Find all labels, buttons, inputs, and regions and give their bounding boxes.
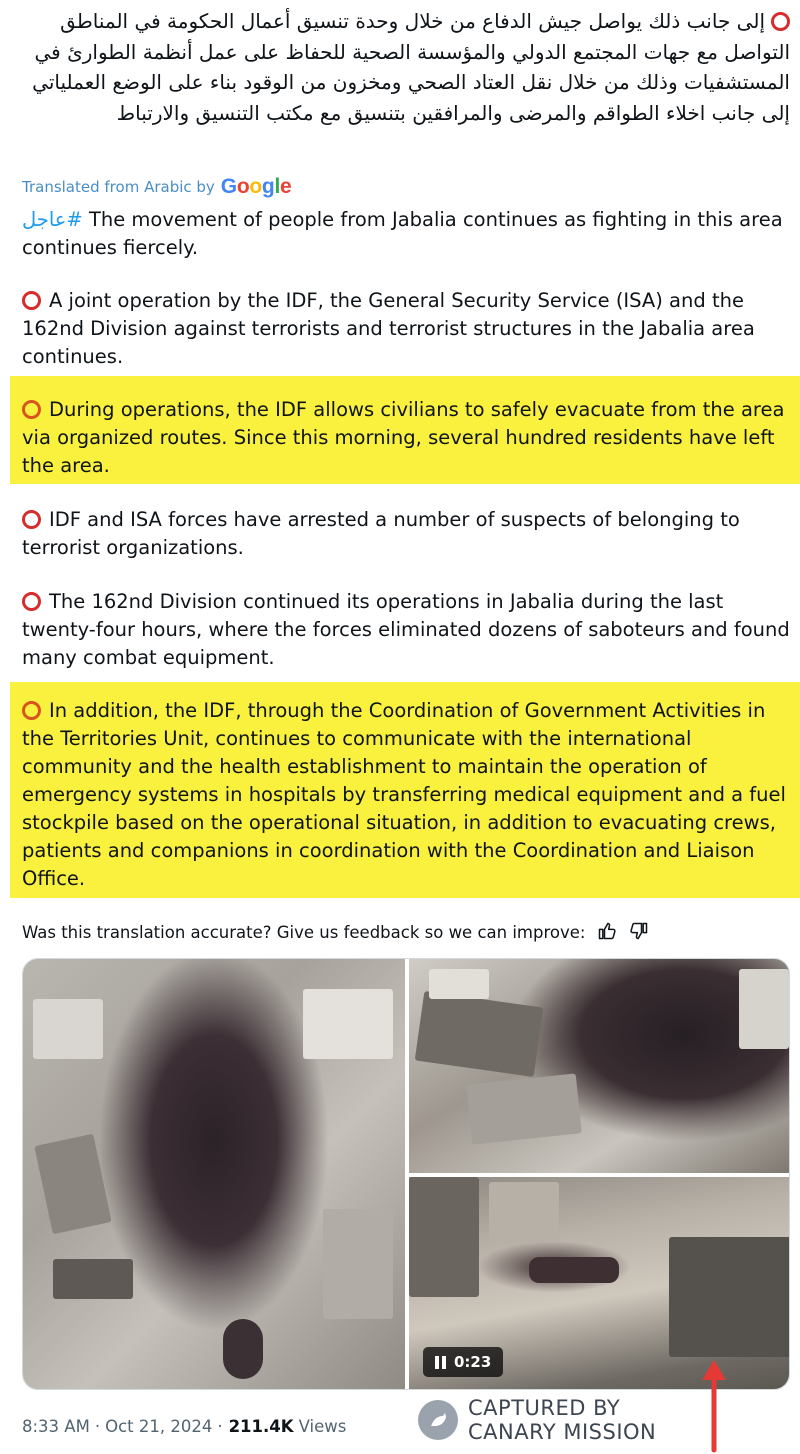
google-logo-letter: g [261, 175, 275, 198]
orange-circle-icon [22, 400, 41, 419]
google-logo-letter: o [249, 175, 262, 198]
thumbs-up-icon[interactable] [597, 921, 617, 944]
photo-crowd-aerial[interactable] [23, 959, 405, 1390]
tweet-meta [22, 1412, 346, 1440]
google-logo-letter: l [274, 175, 280, 198]
translation-feedback [22, 918, 792, 946]
feedback-prompt: Was this translation accurate? Give us feedback so we can improve: [22, 922, 586, 942]
meta-separator: · [217, 1416, 223, 1436]
google-logo [221, 175, 292, 199]
red-circle-icon [771, 12, 790, 31]
thumbs-down-icon[interactable] [629, 921, 649, 944]
media-grid [22, 958, 790, 1390]
google-logo-letter: G [220, 175, 237, 198]
red-circle-icon [22, 510, 41, 529]
views-count: 211.4K [228, 1416, 294, 1436]
hashtag-link[interactable]: #عاجل [22, 208, 83, 231]
tweet-paragraph-3: During operations, the IDF allows civilians to safely evacuate from the area via organized routes. Since this morning, several hundred residents have left the area. [22, 398, 785, 477]
arabic-original-text: إلى جانب ذلك يواصل جيش الدفاع من خلال وحدة تنسيق أعمال الحكومة في المناطق التواصل مع جهات المجتمع الدولي والمؤسسة الصحية للحفاظ على عمل أنظمة الطوارئ في المستشفيات وذلك من خلال نقل العتاد الصحي ومخزون من الوقود بناء على الوضع العملياتي إلى جانب اخلاء الطواقم والمرضى والمرافقين بتنسيق مع مكتب التنسيق والارتباط [32, 9, 790, 125]
translation-label: Translated from Arabic by [22, 178, 215, 196]
tweet-paragraph-2: A joint operation by the IDF, the General Security Service (ISA) and the 162nd Division against terrorists and terrorist structures in the Jabalia area continues. [22, 289, 755, 368]
watermark-line-2: CANARY MISSION [468, 1420, 657, 1444]
watermark-line-1: CAPTURED BY [468, 1396, 621, 1420]
tweet-time[interactable]: 8:33 AM [22, 1416, 90, 1436]
canary-bird-icon [418, 1400, 458, 1440]
photo-crowd-rubble[interactable] [409, 959, 790, 1173]
tweet-paragraph-1: #عاجل The movement of people from Jabalia continues as fighting in this area continues fiercely. [22, 208, 783, 259]
meta-separator: · [94, 1416, 101, 1436]
tweet-paragraph-4: IDF and ISA forces have arrested a number of suspects of belonging to terrorist organizations. [22, 508, 740, 559]
tweet-paragraph-6: In addition, the IDF, through the Coordination of Government Activities in the Territories Unit, continues to communicate with the international community and the health establishment to maintain the operation of emergency systems in hospitals by transferring medical equipment and a fuel stockpile based on the operational situation, in addition to evacuating crews, patients and companions in coordination with the Coordination and Liaison Office. [22, 699, 786, 890]
translation-attribution[interactable] [22, 175, 291, 199]
red-circle-icon [22, 291, 41, 310]
pause-icon[interactable] [435, 1356, 446, 1369]
red-circle-icon [22, 592, 41, 611]
video-duration-badge[interactable]: 0:23 [423, 1347, 503, 1377]
tweet-paragraph-5: The 162nd Division continued its operations in Jabalia during the last twenty-four hours, where the forces eliminated dozens of saboteurs and found many combat equipment. [22, 590, 790, 669]
tweet-date[interactable]: Oct 21, 2024 [105, 1416, 213, 1436]
orange-circle-icon [22, 701, 41, 720]
google-logo-letter: e [279, 175, 292, 198]
google-logo-letter: o [236, 175, 250, 198]
views-label: Views [298, 1416, 347, 1436]
canary-mission-watermark [418, 1392, 708, 1448]
